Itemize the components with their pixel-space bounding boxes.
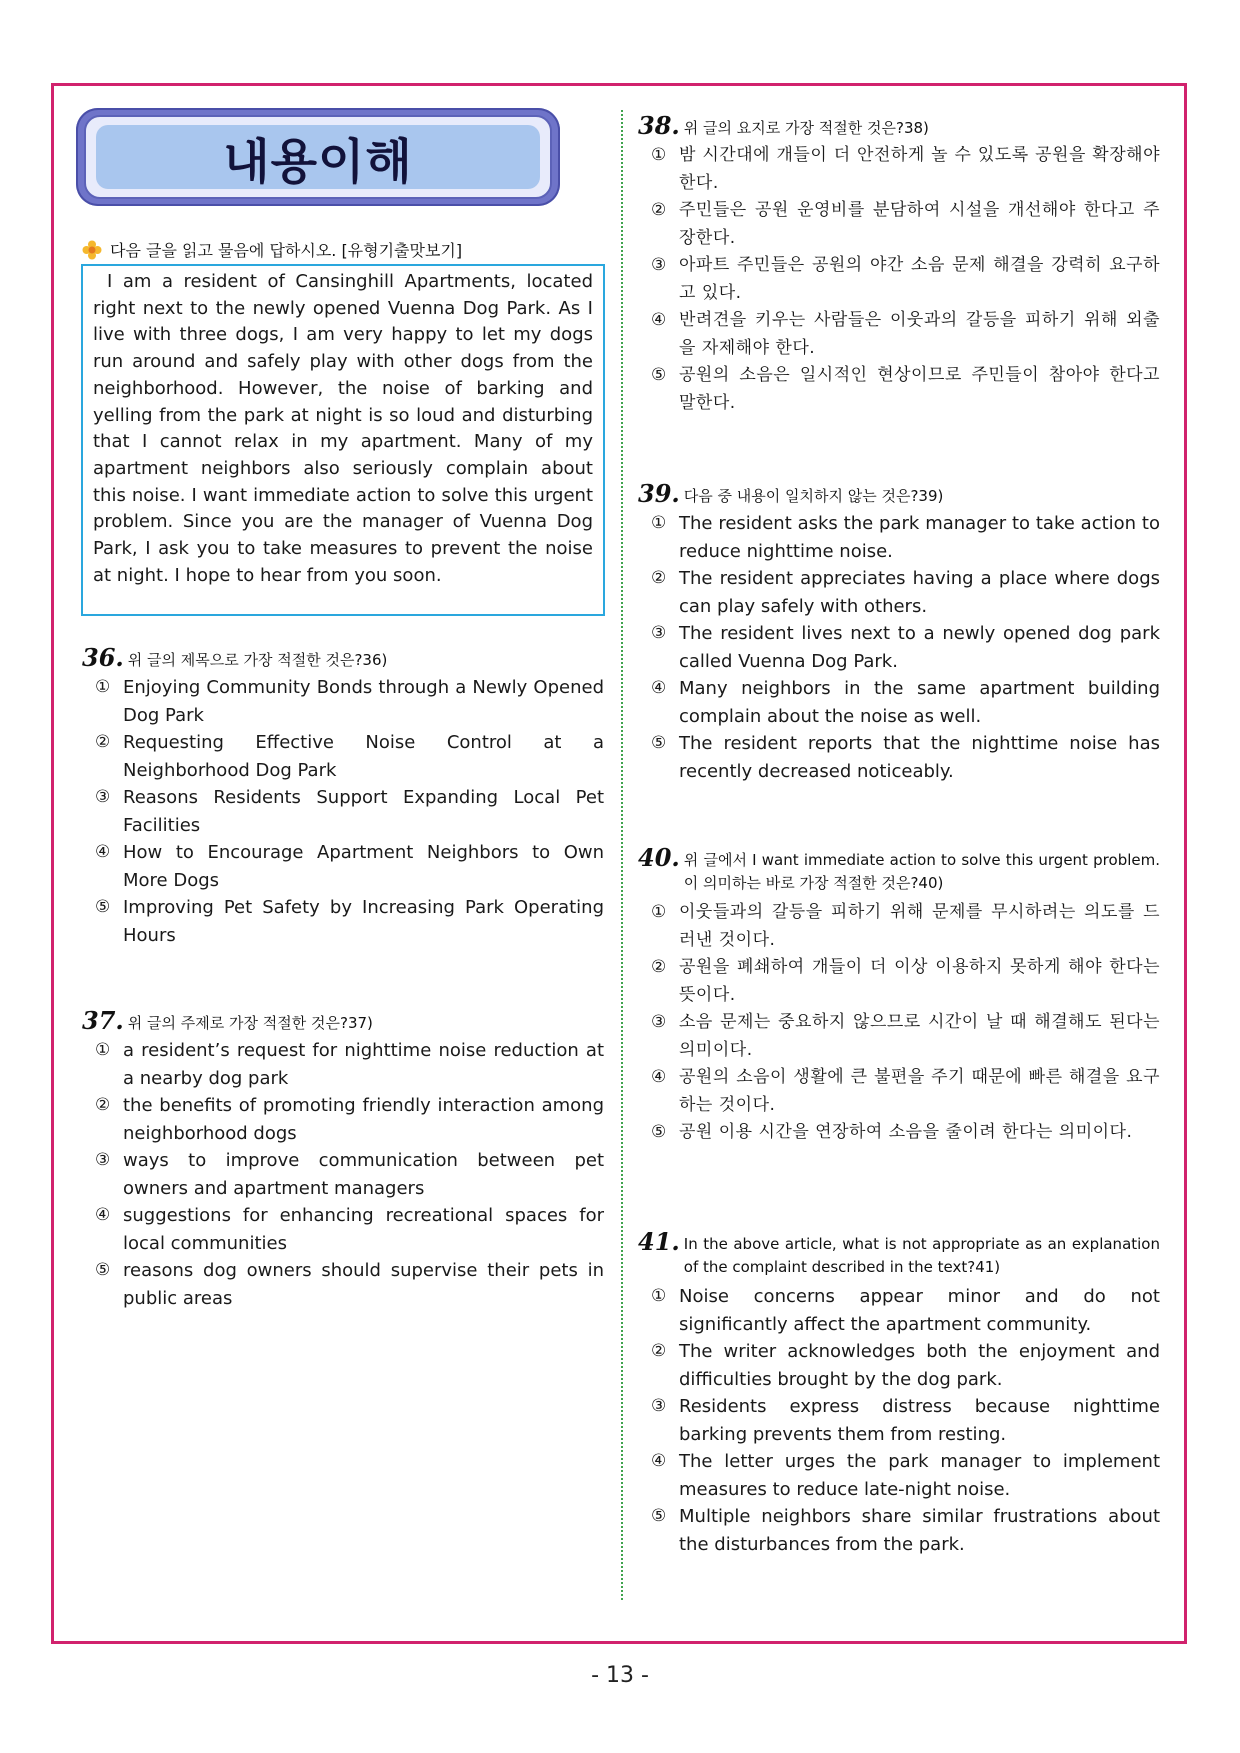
option-list — [638, 899, 1160, 1147]
option-4[interactable]: ④ 공원의 소음이 생활에 큰 불편을 주기 때문에 빠른 해결을 요구하는 것이다. — [651, 1067, 1160, 1115]
question-number: 41. — [638, 1227, 680, 1256]
option-5[interactable]: ⑤ Improving Pet Safety by Increasing Park Operating Hours — [95, 897, 604, 946]
question-number: 36. — [82, 643, 124, 672]
page-number: - 13 - — [591, 1663, 649, 1688]
question-text: In the above article, what is not appropriate as an explanation of the complaint described in the text?41) — [683, 1235, 1160, 1276]
option-1[interactable]: ① Enjoying Community Bonds through a Newly Opened Dog Park — [95, 677, 604, 726]
option-5[interactable]: ⑤ reasons dog owners should supervise their pets in public areas — [95, 1260, 604, 1309]
option-list — [638, 510, 1160, 785]
option-1[interactable]: ① 밤 시간대에 개들이 더 안전하게 놀 수 있도록 공원을 확장해야 한다. — [651, 145, 1160, 193]
option-3[interactable]: ③ ways to improve communication between pet owners and apartment managers — [95, 1150, 604, 1199]
option-3[interactable]: ③ The resident lives next to a newly opened dog park called Vuenna Dog Park. — [651, 623, 1160, 672]
question-text: 위 글에서 I want immediate action to solve this urgent problem. 이 의미하는 바로 가장 적절한 것은?40) — [683, 851, 1160, 892]
question-header — [638, 479, 1160, 508]
question-36 — [82, 643, 604, 949]
question-number: 40. — [638, 843, 680, 872]
option-1[interactable]: ① 이웃들과의 갈등을 피하기 위해 문제를 무시하려는 의도를 드러낸 것이다. — [651, 902, 1160, 950]
question-40 — [638, 843, 1160, 1147]
question-text: 위 글의 제목으로 가장 적절한 것은?36) — [127, 651, 388, 669]
question-number: 39. — [638, 479, 680, 508]
question-header — [638, 843, 1160, 895]
question-header — [82, 643, 604, 672]
option-list — [82, 674, 604, 949]
question-text: 다음 중 내용이 일치하지 않는 것은?39) — [683, 487, 944, 505]
question-header — [638, 1227, 1160, 1279]
option-3[interactable]: ③ 소음 문제는 중요하지 않으므로 시간이 날 때 해결해도 된다는 의미이다. — [651, 1012, 1160, 1060]
question-41 — [638, 1227, 1160, 1558]
option-2[interactable]: ② 공원을 폐쇄하여 개들이 더 이상 이용하지 못하게 해야 한다는 뜻이다. — [651, 957, 1160, 1005]
question-number: 38. — [638, 111, 680, 140]
question-header — [82, 1006, 604, 1035]
option-1[interactable]: ① The resident asks the park manager to take action to reduce nighttime noise. — [651, 513, 1160, 562]
reading-passage: I am a resident of Cansinghill Apartments, located right next to the newly opened Vuenna Dog Park. As I live with three dogs, I am very happy to let my dogs run around and safely play with other dogs from the neighborhood. However, the noise of barking and yelling from the park at night is so loud and disturbing that I cannot relax in my apartment. Many of my apartment neighbors also seriously complain about this noise. I want immediate action to solve this urgent problem. Since you are the manager of Vuenna Dog Park, I ask you to take measures to prevent the noise at night. I hope to hear from you soon. — [81, 264, 605, 616]
option-4[interactable]: ④ Many neighbors in the same apartment building complain about the noise as well. — [651, 678, 1160, 727]
option-4[interactable]: ④ suggestions for enhancing recreational spaces for local communities — [95, 1205, 604, 1254]
option-2[interactable]: ② 주민들은 공원 운영비를 분담하여 시설을 개선해야 한다고 주장한다. — [651, 200, 1160, 248]
option-5[interactable]: ⑤ The resident reports that the nighttime noise has recently decreased noticeably. — [651, 733, 1160, 782]
title-banner — [76, 108, 560, 206]
option-5[interactable]: ⑤ Multiple neighbors share similar frustrations about the disturbances from the park. — [651, 1506, 1160, 1555]
option-2[interactable]: ② Requesting Effective Noise Control at a Neighborhood Dog Park — [95, 732, 604, 781]
option-3[interactable]: ③ Residents express distress because nighttime barking prevents them from resting. — [651, 1396, 1160, 1445]
option-2[interactable]: ② the benefits of promoting friendly interaction among neighborhood dogs — [95, 1095, 604, 1144]
option-2[interactable]: ② The resident appreciates having a place where dogs can play safely with others. — [651, 568, 1160, 617]
question-header — [638, 111, 1160, 140]
option-1[interactable]: ① a resident’s request for nighttime noise reduction at a nearby dog park — [95, 1040, 604, 1089]
option-list — [638, 142, 1160, 417]
option-4[interactable]: ④ How to Encourage Apartment Neighbors to Own More Dogs — [95, 842, 604, 891]
instruction-text: 다음 글을 읽고 물음에 답하시오. [유형기출맛보기] — [110, 241, 463, 260]
option-3[interactable]: ③ 아파트 주민들은 공원의 야간 소음 문제 해결을 강력히 요구하고 있다. — [651, 255, 1160, 303]
flower-icon — [82, 240, 102, 260]
option-1[interactable]: ① Noise concerns appear minor and do not significantly affect the apartment community. — [651, 1286, 1160, 1335]
question-text: 위 글의 주제로 가장 적절한 것은?37) — [127, 1014, 373, 1032]
title-banner-fill — [96, 125, 540, 189]
option-2[interactable]: ② The writer acknowledges both the enjoyment and difficulties brought by the dog park. — [651, 1341, 1160, 1390]
question-37 — [82, 1006, 604, 1312]
option-4[interactable]: ④ 반려견을 키우는 사람들은 이웃과의 갈등을 피하기 위해 외출을 자제해야 한다. — [651, 310, 1160, 358]
option-list — [82, 1037, 604, 1312]
title-banner-border — [84, 115, 552, 199]
option-4[interactable]: ④ The letter urges the park manager to implement measures to reduce late-night noise. — [651, 1451, 1160, 1500]
option-list — [638, 1283, 1160, 1558]
question-39 — [638, 479, 1160, 785]
option-5[interactable]: ⑤ 공원 이용 시간을 연장하여 소음을 줄이려 한다는 의미이다. — [651, 1122, 1133, 1142]
instruction — [82, 238, 462, 261]
question-text: 위 글의 요지로 가장 적절한 것은?38) — [683, 119, 929, 137]
option-5[interactable]: ⑤ 공원의 소음은 일시적인 현상이므로 주민들이 참아야 한다고 말한다. — [651, 365, 1160, 413]
question-38 — [638, 111, 1160, 417]
question-number: 37. — [82, 1006, 124, 1035]
column-divider — [621, 110, 623, 1600]
section-title: 내용이해 — [223, 133, 413, 190]
option-3[interactable]: ③ Reasons Residents Support Expanding Local Pet Facilities — [95, 787, 604, 836]
